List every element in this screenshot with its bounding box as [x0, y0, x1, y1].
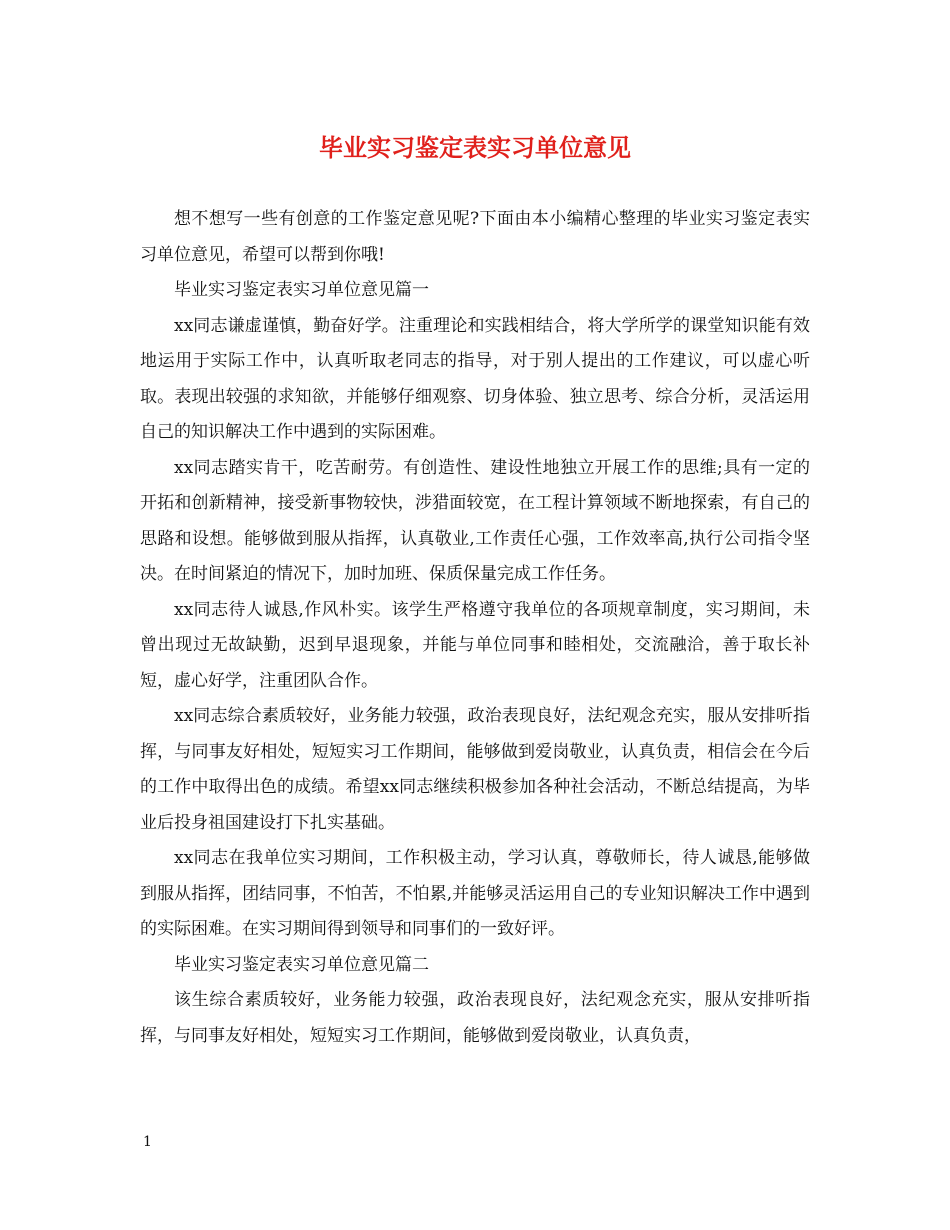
section-heading-part-two: 毕业实习鉴定表实习单位意见篇二: [174, 954, 429, 975]
body-paragraph: xx同志在我单位实习期间，工作积极主动，学习认真，尊敬师长，待人诚恳,能够做到服从指挥，团结同事，不怕苦，不怕累,并能够灵活运用自己的专业知识解决工作中遇到的实际困难。在实习期间得到领导和同事们的一致好评。: [140, 848, 810, 939]
document-title: 毕业实习鉴定表实习单位意见: [319, 133, 631, 162]
body-paragraph: xx同志谦虚谨慎，勤奋好学。注重理论和实践相结合，将大学所学的课堂知识能有效地运用于实际工作中，认真听取老同志的指导，对于别人提出的工作建议，可以虚心听取。表现出较强的求知欲，并能够仔细观察、切身体验、独立思考、综合分析，灵活运用自己的知识解决工作中遇到的实际困难。: [140, 315, 810, 442]
body-paragraph: 该生综合素质较好，业务能力较强，政治表现良好，法纪观念充实，服从安排听指挥，与同事友好相处，短短实习工作期间，能够做到爱岗敬业，认真负责，: [140, 990, 810, 1046]
intro-paragraph: 想不想写一些有创意的工作鉴定意见呢?下面由本小编精心整理的毕业实习鉴定表实习单位意见，希望可以帮到你哦!: [140, 209, 810, 265]
body-paragraph: xx同志待人诚恳,作风朴实。该学生严格遵守我单位的各项规章制度，实习期间，未曾出现过无故缺勤，迟到早退现象，并能与单位同事和睦相处，交流融洽，善于取长补短，虚心好学，注重团队合作。: [140, 599, 810, 691]
document-body: [140, 202, 810, 1054]
section-heading-part-one: 毕业实习鉴定表实习单位意见篇一: [174, 280, 429, 300]
body-paragraph: xx同志踏实肯干，吃苦耐劳。有创造性、建设性地独立开展工作的思维;具有一定的开拓和创新精神，接受新事物较快，涉猎面较宽，在工程计算领域不断地探索，有自己的思路和设想。能够做到服从指挥，认真敬业,工作责任心强，工作效率高,执行公司指令坚决。在时间紧迫的情况下，加时加班、保质保量完成工作任务。: [140, 457, 810, 584]
page-number: 1: [143, 1134, 152, 1150]
body-paragraph: xx同志综合素质较好，业务能力较强，政治表现良好，法纪观念充实，服从安排听指挥，与同事友好相处，短短实习工作期间，能够做到爱岗敬业，认真负责，相信会在今后的工作中取得出色的成绩。希望xx同志继续积极参加各种社会活动，不断总结提高，为毕业后投身祖国建设打下扎实基础。: [140, 706, 810, 833]
